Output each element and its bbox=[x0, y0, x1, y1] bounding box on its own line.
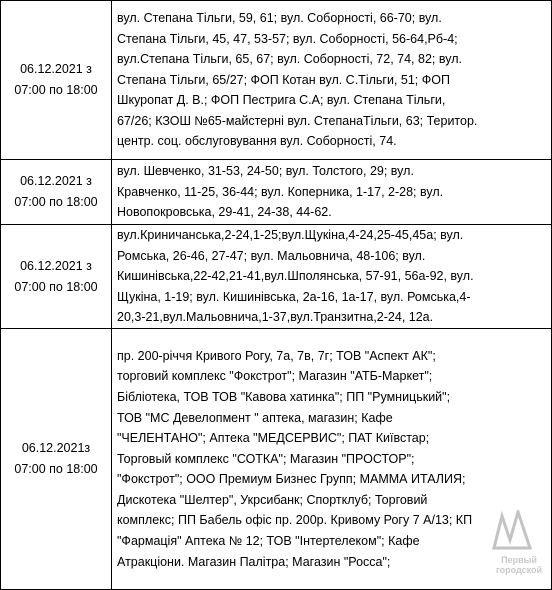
date-text: 06.12.2021 з bbox=[20, 174, 92, 189]
address-line: 20,3-21,вул.Мальовнича,1-37,вул.Транзитна,2-24, 12а. bbox=[117, 310, 434, 325]
address-line: ТОВ "МС Девелопмент " аптека, магазин; Кафе bbox=[117, 410, 393, 425]
table-row bbox=[1, 329, 552, 590]
addresses-cell bbox=[112, 329, 552, 590]
address-line: "Фокстрот"; ООО Премиум Бизнес Групп; МАММА ИТАЛИЯ; bbox=[117, 472, 466, 487]
time-range-text: 07:00 по 18:00 bbox=[14, 195, 98, 209]
date-cell bbox=[1, 160, 112, 225]
address-line: Щукіна, 1-19; вул. Кишинівська, 2а-16, 1а-17, вул. Ромська,4- bbox=[117, 289, 471, 304]
address-line: вул. Степана Тільги, 59, 61; вул. Соборності, 66-70; вул. bbox=[117, 10, 442, 25]
address-line: Степана Тільги, 45, 47, 53-57; вул. Соборності, 56-64,Рб-4; bbox=[117, 31, 458, 46]
address-line: Кишинівська,22-42,21-41,вул.Шполянська, 57-91, 56а-92, вул. bbox=[117, 269, 474, 284]
table-row bbox=[1, 225, 552, 329]
addresses-cell bbox=[112, 160, 552, 225]
date-cell bbox=[1, 329, 112, 590]
address-line: комплекс; ПП Бабель офіс пр. 200р. Кривому Рогу 7 А/13; КП bbox=[117, 513, 473, 528]
address-line: пр. 200-річчя Кривого Рогу, 7а, 7в, 7г; ТОВ "Аспект АК"; bbox=[117, 348, 436, 363]
date-text: 06.12.2021 з bbox=[20, 62, 92, 77]
addresses-cell bbox=[112, 225, 552, 329]
date-cell bbox=[1, 225, 112, 329]
address-line: вул. Шевченко, 31-53, 24-50; вул. Толстого, 29; вул. bbox=[117, 164, 414, 179]
watermark-text-line2: городской bbox=[495, 565, 543, 575]
addresses-cell bbox=[112, 1, 552, 160]
date-text: 06.12.2021з bbox=[21, 441, 91, 456]
date-text: 06.12.2021 з bbox=[20, 258, 92, 273]
time-range-text: 07:00 по 18:00 bbox=[14, 83, 98, 97]
address-line: вул.Криничанська,2-24,1-25;вул.Щукіна,4-24,25-45,45а; вул. bbox=[117, 228, 464, 243]
address-line: торговий комплекс "Фокстрот"; Магазин "АТБ-Маркет"; bbox=[117, 369, 433, 384]
address-line: Кравченко, 11-25, 36-44; вул. Коперника, 1-17, 2-28; вул. bbox=[117, 184, 444, 199]
time-range-text: 07:00 по 18:00 bbox=[14, 279, 98, 294]
address-line: Новопокровська, 29-41, 24-38, 44-62. bbox=[117, 205, 332, 220]
address-line: центр. соц. обслуговування вул. Соборності, 74. bbox=[117, 134, 397, 149]
address-line: Ромська, 26-46, 27-47; вул. Мальовнича, 48-106; вул. bbox=[117, 248, 426, 263]
date-cell bbox=[1, 1, 112, 160]
address-line: вул.Степана Тільги, 65, 67; вул. Соборності, 72, 74, 82; вул. bbox=[117, 52, 462, 67]
address-line: Бібліотека, ТОВ ТОВ "Кавова хатинка"; ПП "Румницький"; bbox=[117, 389, 451, 404]
address-line: "ЧЕЛЕНТАНО"; Аптека "МЕДСЕРВИС"; ПАТ Київстар; bbox=[117, 431, 430, 446]
address-line: "Фармація" Аптека № 12; ТОВ "Інтертелеком"; Кафе bbox=[117, 534, 420, 549]
address-line: Дискотека "Шелтер", Укрсибанк; Спортклуб; Торговий bbox=[117, 492, 428, 507]
table-row bbox=[1, 160, 552, 225]
address-line: Атракціони. Магазин Палітра; Магазин "Росса"; bbox=[117, 554, 391, 569]
address-line: 67/26; КЗОШ №65-майстерні вул. СтепанаТільги, 63; Територ. bbox=[117, 113, 478, 128]
address-line: Шкуропат Д. В.; ФОП Пестрига С.А; вул. Степана Тільги, bbox=[117, 93, 446, 108]
time-range-text: 07:00 по 18:00 bbox=[14, 462, 98, 476]
address-line: Торговый комплекс "СОТКА"; Магазин "ПРОСТОР"; bbox=[117, 451, 415, 466]
watermark-text-line1: Первый bbox=[501, 555, 537, 565]
table-row bbox=[1, 1, 552, 160]
address-line: Степана Тільги, 65/27; ФОП Котан вул. С.Тільги, 51; ФОП bbox=[117, 72, 450, 87]
